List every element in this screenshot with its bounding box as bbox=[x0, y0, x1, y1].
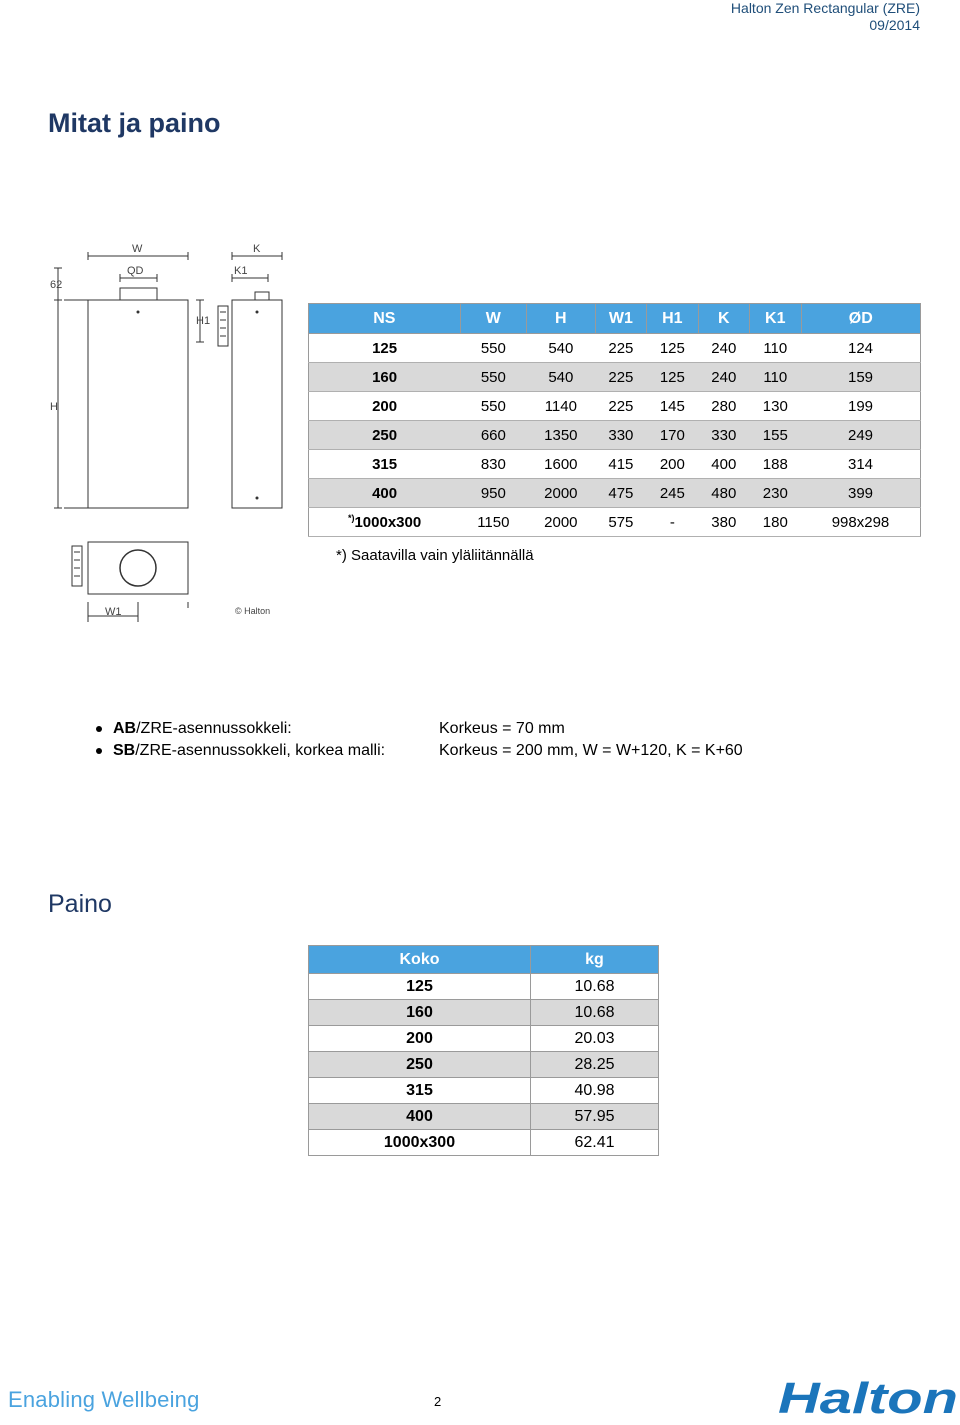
col-kg: kg bbox=[531, 946, 659, 974]
page-number: 2 bbox=[434, 1394, 442, 1409]
table-row bbox=[309, 1026, 659, 1052]
col-w1: W1 bbox=[595, 304, 646, 334]
footnote-marker: *) bbox=[347, 513, 355, 523]
table-row bbox=[309, 1000, 659, 1026]
table-cell: - bbox=[647, 508, 698, 537]
row-size-cell: 160 bbox=[309, 363, 461, 392]
table-cell: 199 bbox=[801, 392, 920, 421]
table-cell: 245 bbox=[647, 479, 698, 508]
table-row bbox=[309, 1104, 659, 1130]
label-h: H bbox=[50, 401, 58, 413]
table-cell: 280 bbox=[698, 392, 749, 421]
row-size-cell: *)1000x300 bbox=[309, 508, 461, 537]
col-h: H bbox=[527, 304, 596, 334]
bullet-value: Korkeus = 200 mm, W = W+120, K = K+60 bbox=[439, 742, 743, 759]
table-cell: 830 bbox=[460, 450, 526, 479]
table-cell: 380 bbox=[698, 508, 749, 537]
size-cell: 125 bbox=[309, 974, 531, 1000]
row-size-cell: 125 bbox=[309, 334, 461, 363]
table-cell: 550 bbox=[460, 363, 526, 392]
weight-table bbox=[308, 945, 659, 1156]
table-cell: 155 bbox=[750, 421, 801, 450]
label-qd: QD bbox=[127, 265, 144, 277]
weight-cell: 40.98 bbox=[531, 1078, 659, 1104]
weight-cell: 28.25 bbox=[531, 1052, 659, 1078]
svg-text:Halton: Halton bbox=[778, 1374, 958, 1418]
table-row bbox=[309, 334, 921, 363]
size-cell: 400 bbox=[309, 1104, 531, 1130]
table-cell: 998x298 bbox=[801, 508, 920, 537]
table-cell: 475 bbox=[595, 479, 646, 508]
footnote: *) Saatavilla vain yläliitännällä bbox=[336, 547, 534, 564]
table-cell: 200 bbox=[647, 450, 698, 479]
table-cell: 480 bbox=[698, 479, 749, 508]
table-row bbox=[309, 974, 659, 1000]
table-cell: 170 bbox=[647, 421, 698, 450]
table-row bbox=[309, 479, 921, 508]
table-cell: 145 bbox=[647, 392, 698, 421]
table-cell: 399 bbox=[801, 479, 920, 508]
table-cell: 159 bbox=[801, 363, 920, 392]
table-row bbox=[309, 363, 921, 392]
document-header bbox=[731, 0, 920, 34]
dimensions-header-row bbox=[309, 304, 921, 334]
weight-cell: 10.68 bbox=[531, 974, 659, 1000]
table-cell: 575 bbox=[595, 508, 646, 537]
table-cell: 950 bbox=[460, 479, 526, 508]
label-k: K bbox=[253, 243, 261, 255]
table-cell: 1350 bbox=[527, 421, 596, 450]
table-cell: 124 bbox=[801, 334, 920, 363]
table-cell: 2000 bbox=[527, 508, 596, 537]
table-cell: 314 bbox=[801, 450, 920, 479]
table-cell: 660 bbox=[460, 421, 526, 450]
weight-cell: 20.03 bbox=[531, 1026, 659, 1052]
table-cell: 540 bbox=[527, 334, 596, 363]
table-row bbox=[309, 450, 921, 479]
table-cell: 550 bbox=[460, 334, 526, 363]
bullet-value: Korkeus = 70 mm bbox=[439, 720, 565, 737]
size-cell: 160 bbox=[309, 1000, 531, 1026]
footer-tagline: Enabling Wellbeing bbox=[8, 1387, 200, 1412]
table-cell: 415 bbox=[595, 450, 646, 479]
table-row bbox=[309, 1078, 659, 1104]
bullet-label: SB/ZRE-asennussokkeli, korkea malli: bbox=[113, 742, 386, 759]
row-size-cell: 250 bbox=[309, 421, 461, 450]
table-cell: 249 bbox=[801, 421, 920, 450]
dimension-drawing bbox=[50, 240, 290, 630]
size-cell: 1000x300 bbox=[309, 1130, 531, 1156]
table-row bbox=[309, 508, 921, 537]
weight-cell: 62.41 bbox=[531, 1130, 659, 1156]
table-cell: 225 bbox=[595, 392, 646, 421]
dimensions-table bbox=[308, 303, 921, 537]
header-date: 09/2014 bbox=[869, 17, 920, 33]
weight-cell: 57.95 bbox=[531, 1104, 659, 1130]
col-k: K bbox=[698, 304, 749, 334]
table-cell: 330 bbox=[698, 421, 749, 450]
label-62: 62 bbox=[50, 279, 63, 291]
size-cell: 250 bbox=[309, 1052, 531, 1078]
table-cell: 240 bbox=[698, 363, 749, 392]
page-title: Mitat ja paino bbox=[48, 108, 221, 138]
bullet-label: AB/ZRE-asennussokkeli: bbox=[113, 720, 292, 737]
col-od: ØD bbox=[801, 304, 920, 334]
table-row bbox=[309, 421, 921, 450]
table-cell: 180 bbox=[750, 508, 801, 537]
table-cell: 230 bbox=[750, 479, 801, 508]
col-ns: NS bbox=[309, 304, 461, 334]
table-cell: 1140 bbox=[527, 392, 596, 421]
bullet-dot bbox=[96, 748, 102, 754]
weight-header-row bbox=[309, 946, 659, 974]
table-cell: 125 bbox=[647, 363, 698, 392]
row-size-cell: 200 bbox=[309, 392, 461, 421]
table-cell: 540 bbox=[527, 363, 596, 392]
table-cell: 225 bbox=[595, 334, 646, 363]
table-cell: 550 bbox=[460, 392, 526, 421]
label-w: W bbox=[132, 243, 143, 255]
label-h1: H1 bbox=[196, 315, 211, 327]
table-cell: 125 bbox=[647, 334, 698, 363]
col-w: W bbox=[460, 304, 526, 334]
table-cell: 2000 bbox=[527, 479, 596, 508]
bullet-dot bbox=[96, 726, 102, 732]
size-cell: 200 bbox=[309, 1026, 531, 1052]
col-koko: Koko bbox=[309, 946, 531, 974]
table-cell: 1600 bbox=[527, 450, 596, 479]
table-row bbox=[309, 1130, 659, 1156]
row-size-cell: 315 bbox=[309, 450, 461, 479]
table-cell: 130 bbox=[750, 392, 801, 421]
table-cell: 400 bbox=[698, 450, 749, 479]
table-cell: 110 bbox=[750, 334, 801, 363]
weight-cell: 10.68 bbox=[531, 1000, 659, 1026]
label-copyright: © Halton bbox=[235, 606, 271, 616]
table-row bbox=[309, 392, 921, 421]
table-cell: 240 bbox=[698, 334, 749, 363]
col-h1: H1 bbox=[647, 304, 698, 334]
size-cell: 315 bbox=[309, 1078, 531, 1104]
table-cell: 1150 bbox=[460, 508, 526, 537]
label-k1: K1 bbox=[234, 265, 248, 277]
table-row bbox=[309, 1052, 659, 1078]
col-k1: K1 bbox=[750, 304, 801, 334]
row-size-cell: 400 bbox=[309, 479, 461, 508]
table-cell: 110 bbox=[750, 363, 801, 392]
table-cell: 225 bbox=[595, 363, 646, 392]
weight-section-title: Paino bbox=[48, 890, 112, 918]
halton-logo bbox=[778, 1374, 960, 1418]
header-product: Halton Zen Rectangular (ZRE) bbox=[730, 0, 920, 16]
table-cell: 188 bbox=[750, 450, 801, 479]
label-w1: W1 bbox=[105, 606, 122, 618]
table-cell: 330 bbox=[595, 421, 646, 450]
